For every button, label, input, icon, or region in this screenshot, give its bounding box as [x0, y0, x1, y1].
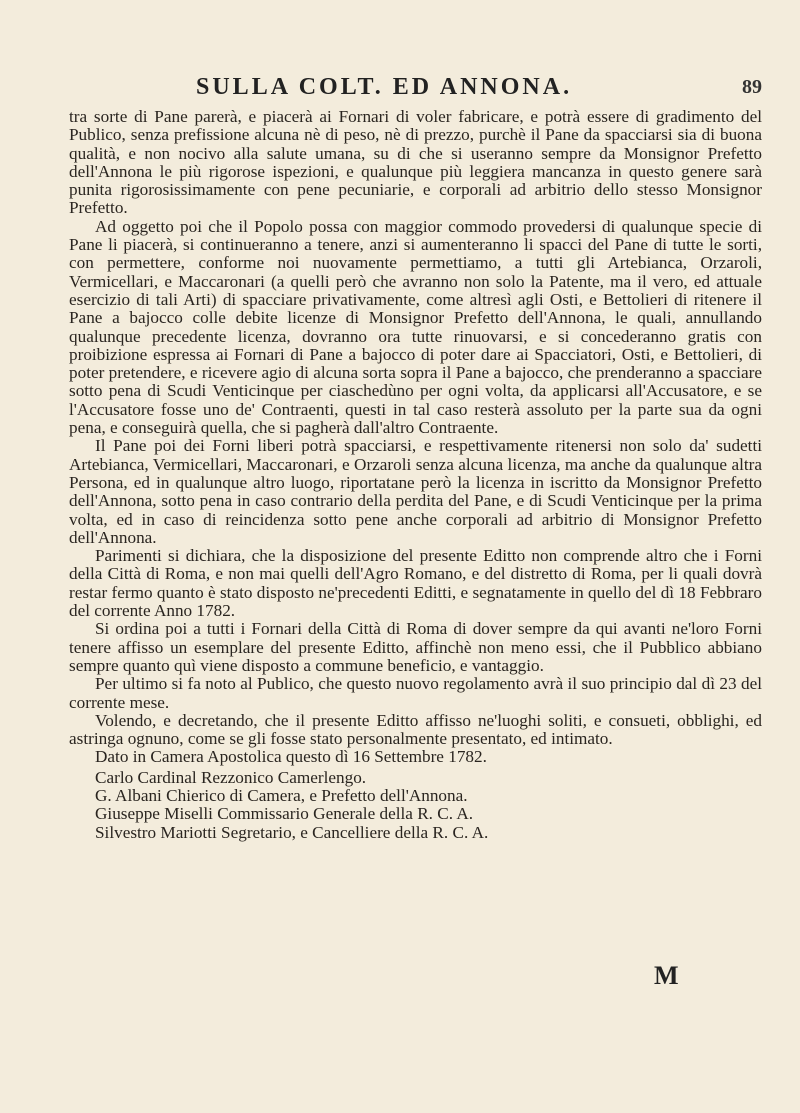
paragraph: tra sorte di Pane parerà, e piacerà ai Fornari di voler fabricare, e potrà essere di gradimento del Publico, senza prefissione alcuna nè di peso, nè di prezzo, purchè il Pane da spacciarsi sia di buona qualità, e non nocivo alla salute umana, su di che si useranno sempre da Monsignor Prefetto dell'Annona le più rigorose ispezioni, e qualunque più leggiera mancanza in questo genere sarà punita rigorosissimamente con pene pecuniarie, e corporali ad arbitrio dello stesso Monsignor Prefetto.	[69, 107, 762, 218]
signature-line: G. Albani Chierico di Camera, e Prefetto dell'Annona.	[95, 785, 468, 805]
paragraph: Ad oggetto poi che il Popolo possa con maggior commodo provedersi di qualunque specie di Pane li piacerà, si continueranno a tenere, anzi si aumenteranno li spacci del Pane di tutte le sorti, con permettere, conforme noi nuovamente permettiamo, a tutti gli Artebianca, Orzaroli, Vermicellari, e Maccaronari (a quelli però che avranno non solo la Patente, ma il vero, ed attuale esercizio di tali Arti) di spacciare privativamente, come altresì agli Osti, e Bettolieri di ritenere il Pane a bajocco colle debite licenze di Monsignor Prefetto dell'Annona, le quali, annullando qualunque precedente licenza, dovranno ora tutte rinuovarsi, e si concederanno gratis con proibizione espressa ai Fornari di Pane a bajocco di poter dare ai Spacciatori, Osti, e Bettolieri, di poter pretendere, e ricevere agio di alcuna sorta sopra il Pane a bajocco, che prenderanno a spacciare sotto pena di Scudi Venticinque per ciaschedùno per ogni volta, da applicarsi all'Accusatore, e se l'Accusatore fosse uno de' Contraenti, questi in tal caso resterà assoluto per la parte sua da ogni pena, e conseguirà quella, che si pagherà dall'altro Contraente.	[69, 216, 762, 438]
signature-line: Giuseppe Miselli Commissario Generale della R. C. A.	[95, 804, 474, 824]
page-number: 89	[742, 76, 762, 98]
body-text	[69, 108, 762, 842]
paragraph: Volendo, e decretando, che il presente Editto affisso ne'luoghi soliti, e consueti, obblighi, ed astringa ognuno, come se gli fosse stato personalmente presentato, ed intimato.	[69, 710, 762, 749]
paragraph: Si ordina poi a tutti i Fornari della Città di Roma di dover sempre da qui avanti ne'loro Forni tenere affisso un esemplare del presente Editto, affinchè non meno essi, che il Pubblico abbiano sempre quanto quì viene disposto a commune beneficio, e vantaggio.	[69, 619, 762, 675]
running-title: SULLA COLT. ED ANNONA.	[196, 74, 573, 100]
signature-mark: M	[654, 961, 679, 990]
signature-line: Silvestro Mariotti Segretario, e Cancelliere della R. C. A.	[95, 822, 489, 842]
paragraph: Per ultimo si fa noto al Publico, che questo nuovo regolamento avrà il suo principio dal dì 23 del corrente mese.	[69, 674, 762, 712]
paragraph: Il Pane poi dei Forni liberi potrà spacciarsi, e respettivamente ritenersi non solo da' sudetti Artebianca, Vermicellari, Maccaronari, e Orzaroli senza alcuna licenza, ma anche da qualunque altra Persona, ed in qualunque altro luogo, riportatane però la licenza in iscritto da Monsignor Prefetto dell'Annona, sotto pena in caso contrario della perdita del Pane, e di Scudi Venticinque per la prima volta, ed in caso di reincidenza sotto pene anche corporali ad arbitrio di Monsignor Prefetto dell'Annona.	[69, 436, 762, 547]
signature-block	[69, 769, 762, 842]
paragraph: Parimenti si dichiara, che la disposizione del presente Editto non comprende altro che i Forni della Città di Roma, e non mai quelli dell'Agro Romano, e del distretto di Roma, per li quali dovrà restar fermo quanto è stato disposto ne'precedenti Editti, e segnatamente in quello del dì 18 Febbraro del corrente Anno 1782.	[69, 546, 762, 621]
paragraph: Dato in Camera Apostolica questo dì 16 Settembre 1782.	[95, 747, 487, 767]
signature-line: Carlo Cardinal Rezzonico Camerlengo.	[95, 767, 367, 787]
